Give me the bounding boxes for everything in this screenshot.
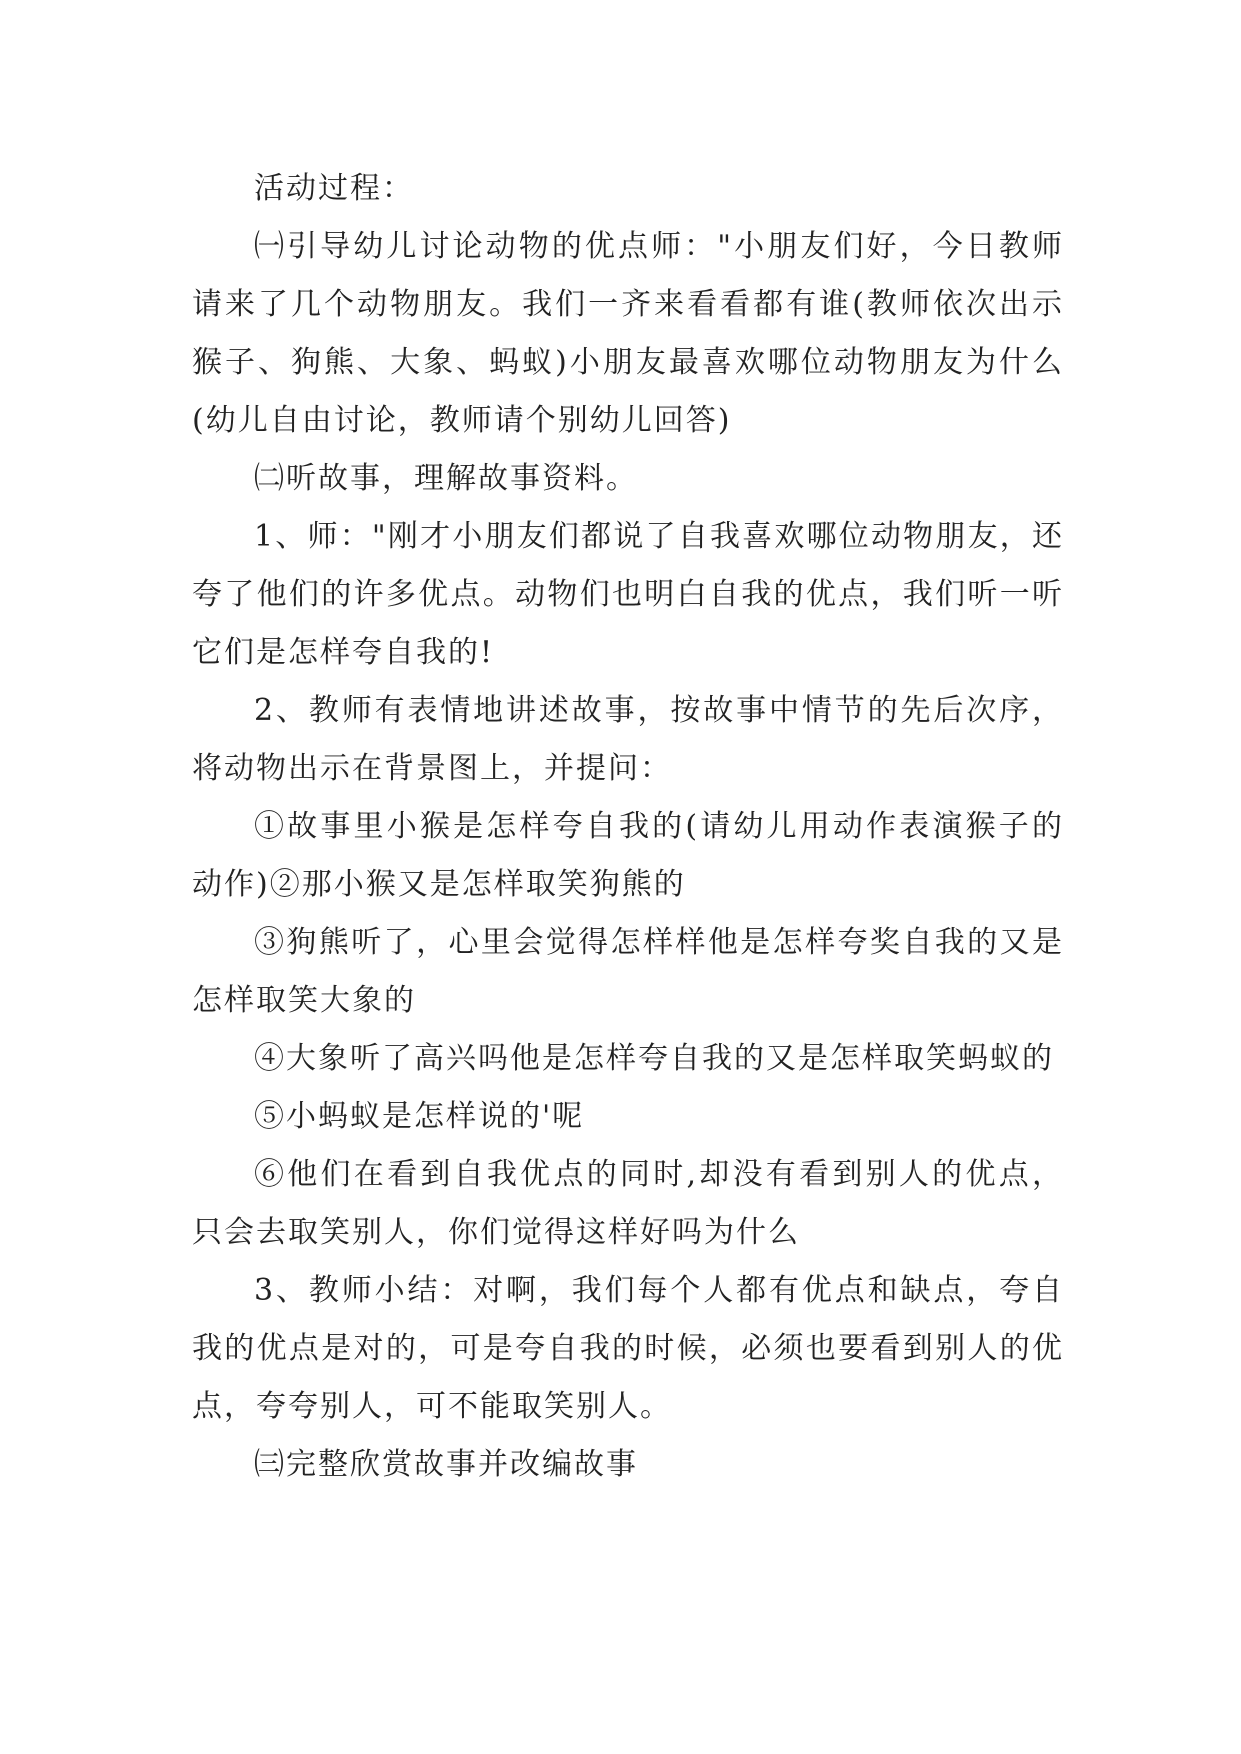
paragraph-step-three: ㈢完整欣赏故事并改编故事: [254, 1447, 638, 1482]
paragraph-item-3-summary: 3、教师小结：对啊，我们每个人都有优点和缺点，夸自我的优点是对的，可是夸自我的时候，必须也要看到别人的优点，夸夸别人，可不能取笑别人。: [192, 1273, 1064, 1424]
paragraph-question-6: ⑥他们在看到自我优点的同时,却没有看到别人的优点，只会去取笑别人，你们觉得这样好吗为什么: [192, 1157, 1064, 1250]
paragraph-item-1: 1、师："刚才小朋友们都说了自我喜欢哪位动物朋友，还夸了他们的许多优点。动物们也明白自我的优点，我们听一听它们是怎样夸自我的!: [192, 519, 1064, 670]
paragraph-question-1-2: ①故事里小猴是怎样夸自我的(请幼儿用动作表演猴子的动作)②那小猴又是怎样取笑狗熊的: [192, 809, 1064, 902]
paragraph-step-one: ㈠引导幼儿讨论动物的优点师："小朋友们好，今日教师请来了几个动物朋友。我们一齐来看看都有谁(教师依次出示猴子、狗熊、大象、蚂蚁)小朋友最喜欢哪位动物朋友为什么(幼儿自由讨论，教师请个别幼儿回答): [192, 229, 1064, 438]
paragraph-activity-process-heading: 活动过程：: [254, 171, 414, 206]
paragraph-question-5: ⑤小蚂蚁是怎样说的'呢: [254, 1099, 585, 1134]
paragraph-question-3: ③狗熊听了，心里会觉得怎样样他是怎样夸奖自我的又是怎样取笑大象的: [192, 925, 1064, 1018]
paragraph-question-4: ④大象听了高兴吗他是怎样夸自我的又是怎样取笑蚂蚁的: [254, 1041, 1054, 1076]
document-body: [192, 160, 1064, 1494]
paragraph-step-two: ㈡听故事，理解故事资料。: [254, 461, 638, 496]
paragraph-item-2: 2、教师有表情地讲述故事，按故事中情节的先后次序，将动物出示在背景图上，并提问：: [192, 693, 1064, 786]
